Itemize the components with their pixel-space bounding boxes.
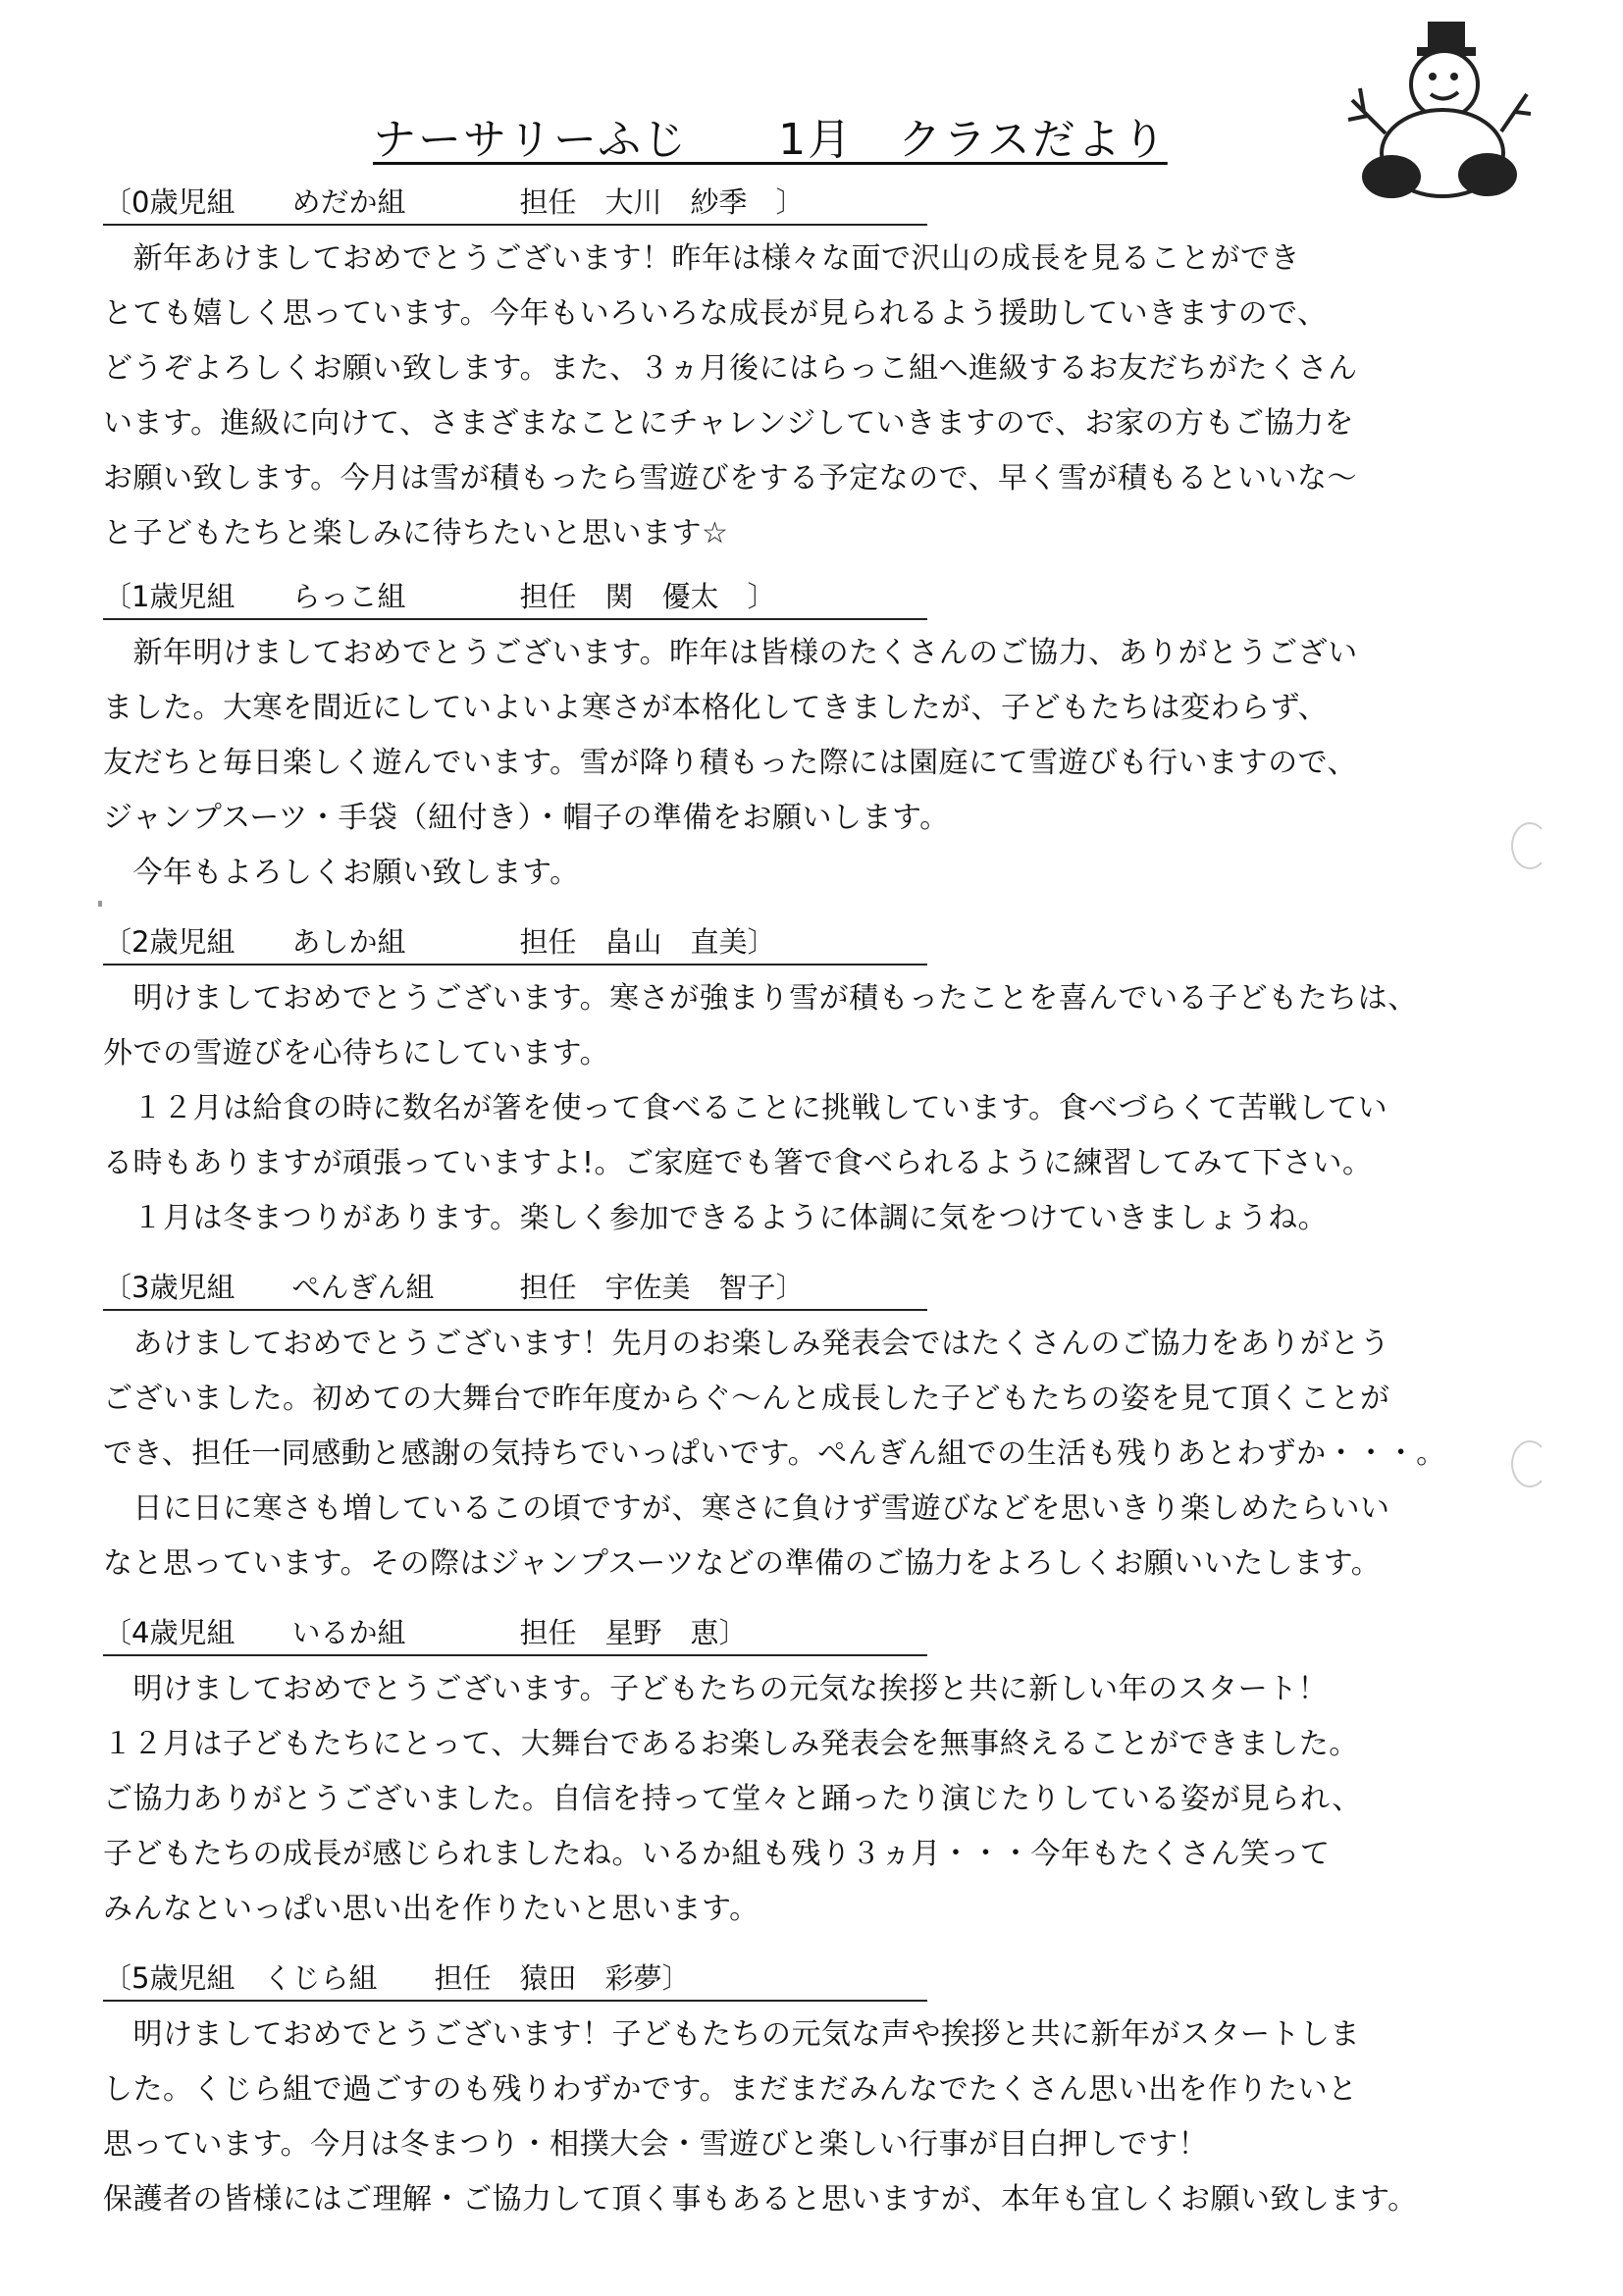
- section-body: [103, 1662, 1545, 1937]
- text-line: 思っています。今月は冬まつり・相撲大会・雪遊びと楽しい行事が目白押しです！: [103, 2127, 1209, 2162]
- text-line: 外での雪遊びを心待ちにしています。: [103, 1036, 610, 1070]
- text-line: １月は冬まつりがあります。楽しく参加できるように体調に気をつけていきましょうね。: [103, 1201, 1329, 1235]
- section-body: [103, 232, 1545, 561]
- section-body: [103, 626, 1545, 901]
- section-body: [103, 971, 1545, 1246]
- text-line: 日に日に寒さも増しているこの頃ですが、寒さに負けず雪遊びなどを思いきり楽しめたらいい: [103, 1491, 1390, 1526]
- text-line: とても嬉しく思っています。今年もいろいろな成長が見られるよう援助していきますので、: [103, 296, 1328, 331]
- text-line: あけましておめでとうございます！先月のお楽しみ発表会ではたくさんのご協力をありがとう: [103, 1327, 1390, 1361]
- text-line: 新年あけましておめでとうございます！昨年は様々な面で沢山の成長を見ることができ: [103, 241, 1300, 276]
- text-line: なと思っています。その際はジャンプスーツなどの準備のご協力をよろしくお願いいたします。: [103, 1546, 1382, 1581]
- text-line: ました。大寒を間近にしていよいよ寒さが本格化してきましたが、子どもたちは変わらず、: [103, 691, 1329, 725]
- text-line: 明けましておめでとうございます。子どもたちの元気な挨拶と共に新しい年のスタート！: [103, 1672, 1329, 1706]
- text-line: 明けましておめでとうございます。寒さが強まり雪が積もったことを喜んでいる子どもたちは、: [103, 981, 1418, 1016]
- page-title: ナーサリーふじ 1月 クラスだより: [373, 115, 1168, 165]
- text-line: ジャンプスーツ・手袋（紐付き）・帽子の準備をお願いします。: [103, 801, 950, 835]
- text-line: 子どもたちの成長が感じられましたね。いるか組も残り３ヵ月・・・今年もたくさん笑って: [103, 1837, 1331, 1871]
- text-line: います。進級に向けて、さまざまなことにチャレンジしていきますので、お家の方もご協力を: [103, 406, 1354, 441]
- section-body: [103, 2008, 1545, 2227]
- text-line: お願い致します。今月は雪が積もったら雪遊びをする予定なので、早く雪が積もるといいな～: [103, 461, 1357, 496]
- section-body: [103, 1317, 1545, 1592]
- section-header: 〔1歳児組 らっこ組 担任 関 優太 〕: [103, 577, 927, 620]
- text-line: 今年もよろしくお願い致します。: [103, 856, 580, 890]
- section-header: 〔5歳児組 くじら組 担任 猿田 彩夢〕: [103, 1958, 927, 2002]
- section-header: 〔3歳児組 ぺんぎん組 担任 宇佐美 智子〕: [103, 1268, 927, 1311]
- text-line: どうぞよろしくお願い致します。また、３ヵ月後にはらっこ組へ進級するお友だちがたくさん: [103, 351, 1358, 386]
- text-line: でき、担任一同感動と感謝の気持ちでいっぱいです。ぺんぎん組での生活も残りあとわずか・・・。: [103, 1436, 1446, 1471]
- scan-mark: [98, 901, 102, 907]
- section-header: 〔0歳児組 めだか組 担任 大川 紗季 〕: [103, 183, 927, 226]
- text-line: ご協力ありがとうございました。自信を持って堂々と踊ったり演じたりしている姿が見られ、: [103, 1782, 1362, 1816]
- text-line: 明けましておめでとうございます！子どもたちの元気な声や挨拶と共に新年がスタートしま: [103, 2017, 1360, 2052]
- section-header: 〔4歳児組 いるか組 担任 星野 恵〕: [103, 1613, 927, 1656]
- text-line: と子どもたちと楽しみに待ちたいと思います☆: [103, 516, 729, 550]
- text-line: 新年明けましておめでとうございます。昨年は皆様のたくさんのご協力、ありがとうござい: [103, 636, 1358, 670]
- text-line: １２月は子どもたちにとって、大舞台であるお楽しみ発表会を無事終えることができました。: [103, 1727, 1359, 1761]
- text-line: ございました。初めての大舞台で昨年度からぐ～んと成長した子どもたちの姿を見て頂くことが: [103, 1382, 1390, 1416]
- text-line: した。くじら組で過ごすのも残りわずかです。まだまだみんなでたくさん思い出を作りたいと: [103, 2072, 1358, 2107]
- text-line: みんなといっぱい思い出を作りたいと思います。: [103, 1892, 759, 1926]
- text-line: １２月は給食の時に数名が箸を使って食べることに挑戦しています。食べづらくて苦戦してい: [103, 1091, 1388, 1125]
- section-header: 〔2歳児組 あしか組 担任 畠山 直美〕: [103, 922, 927, 965]
- text-line: 保護者の皆様にはご理解・ご協力して頂く事もあると思いますが、本年も宜しくお願い致します。: [103, 2182, 1418, 2217]
- text-line: る時もありますが頑張っていますよ!。ご家庭でも箸で食べられるように練習してみて下さい。: [103, 1146, 1373, 1180]
- text-line: 友だちと毎日楽しく遊んでいます。雪が降り積もった際には園庭にて雪遊びも行いますので、: [103, 746, 1357, 780]
- snowman-illustration: [1335, 18, 1531, 204]
